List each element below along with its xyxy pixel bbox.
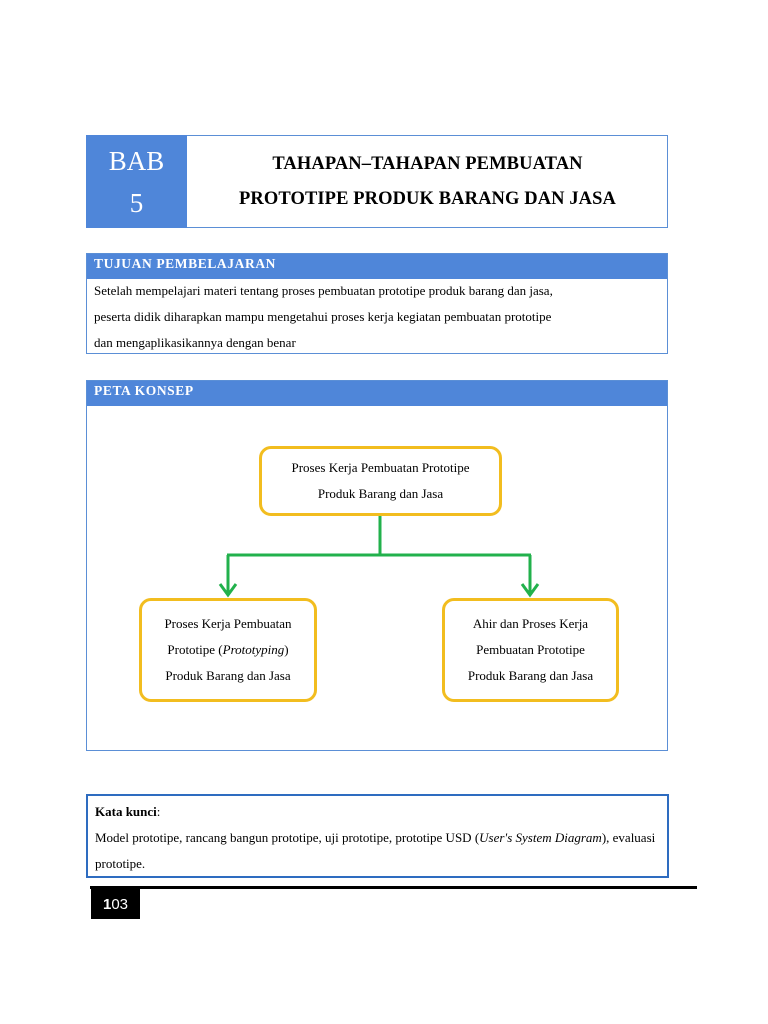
node-right-line-3: Produk Barang dan Jasa	[467, 668, 594, 683]
footer-rule	[90, 886, 697, 889]
chapter-title-line-1: TAHAPAN–TAHAPAN PEMBUATAN	[272, 153, 583, 174]
chapter-badge	[86, 135, 187, 228]
concept-map-heading: PETA KONSEP	[87, 381, 667, 406]
learning-objectives-section	[86, 253, 668, 354]
concept-node-final-process	[442, 598, 619, 702]
node-right-line-1: Ahir dan Proses Kerja	[472, 616, 589, 631]
node-left-line-1: Proses Kerja Pembuatan	[164, 616, 292, 631]
prototyping-term: Prototyping	[222, 642, 285, 657]
node-main-line-2: Produk Barang dan Jasa	[317, 486, 444, 501]
concept-node-main	[259, 446, 502, 516]
chapter-title	[187, 135, 668, 228]
keywords-label: Kata kunci	[95, 804, 157, 819]
objective-line-3: dan mengaplikasikannya dengan benar	[94, 335, 296, 350]
chapter-title-line-2: PROTOTIPE PRODUK BARANG DAN JASA	[239, 188, 616, 209]
objective-line-1: Setelah mempelajari materi tentang proses pembuatan prototipe produk barang dan jasa,	[94, 283, 553, 298]
node-left-line-3: Produk Barang dan Jasa	[165, 668, 291, 683]
learning-objectives-text	[87, 278, 667, 356]
usd-term: User's System Diagram	[479, 830, 602, 845]
chapter-label: BAB	[108, 145, 165, 176]
learning-objectives-heading: TUJUAN PEMBELAJARAN	[87, 254, 667, 279]
node-main-line-1: Proses Kerja Pembuatan Prototipe	[291, 460, 470, 475]
keywords-box	[86, 794, 669, 878]
concept-node-prototyping	[139, 598, 317, 702]
keywords-heading: Kata kunci:	[95, 804, 161, 819]
objective-line-2: peserta didik diharapkan mampu mengetahui proses kerja kegiatan pembuatan prototipe	[94, 309, 552, 324]
page-number: 1 03	[91, 889, 140, 919]
node-left-line-2: Prototipe (Prototyping)	[167, 642, 289, 657]
node-right-line-2: Pembuatan Prototipe	[476, 642, 585, 657]
chapter-number: 5	[129, 187, 144, 218]
keywords-text: Model prototipe, rancang bangun prototipe, uji prototipe, prototipe USD (User's System Diagram), evaluasi prototipe.	[95, 830, 656, 871]
